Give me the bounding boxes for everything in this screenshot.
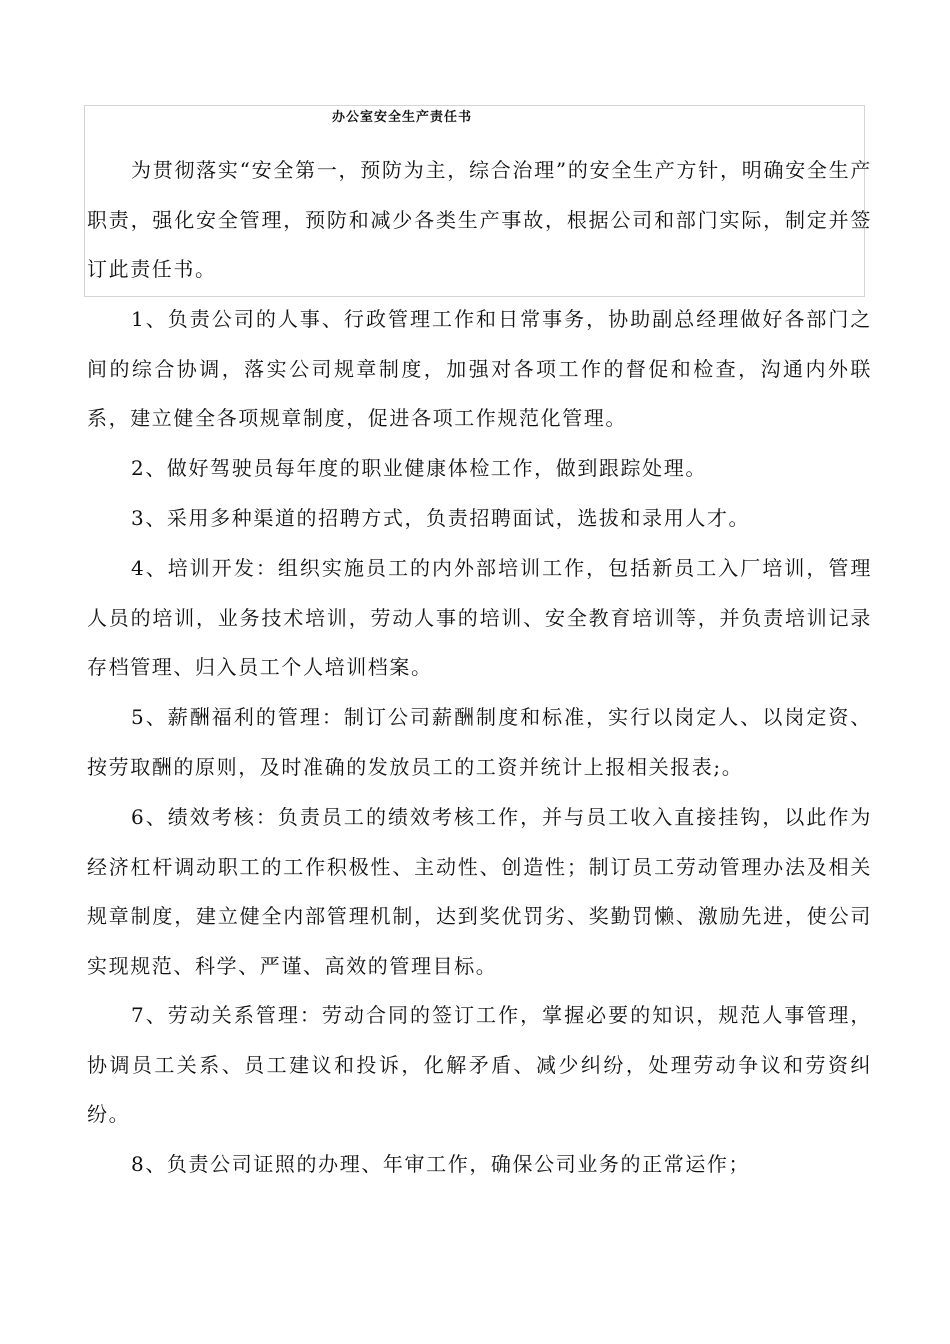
item-paragraph-2: 2、做好驾驶员每年度的职业健康体检工作，做到跟踪处理。 bbox=[131, 456, 707, 480]
item-paragraph-1: 1、负责公司的人事、行政管理工作和日常事务，协助副总经理做好各部门之间的综合协调，落实公司规章制度，加强对各项工作的督促和检查，沟通内外联系，建立健全各项规章制度，促进各项工作规范化管理。 bbox=[87, 307, 872, 430]
item-paragraph-3: 3、采用多种渠道的招聘方式，负责招聘面试，选拔和录用人才。 bbox=[131, 506, 751, 530]
item-paragraph-8: 8、负责公司证照的办理、年审工作，确保公司业务的正常运作； bbox=[131, 1152, 751, 1176]
intro-paragraph: 为贯彻落实“安全第一，预防为主，综合治理”的安全生产方针，明确安全生产职责，强化安全管理，预防和减少各类生产事故，根据公司和部门实际，制定并签订此责任书。 bbox=[87, 158, 872, 281]
item-paragraph-4: 4、培训开发：组织实施员工的内外部培训工作，包括新员工入厂培训，管理人员的培训，业务技术培训，劳动人事的培训、安全教育培训等，并负责培训记录存档管理、归入员工个人培训档案。 bbox=[87, 556, 872, 679]
document-title: 办公室安全生产责任书 bbox=[332, 110, 473, 125]
item-paragraph-7: 7、劳动关系管理：劳动合同的签订工作，掌握必要的知识，规范人事管理，协调员工关系、员工建议和投诉，化解矛盾、减少纠纷，处理劳动争议和劳资纠纷。 bbox=[87, 1003, 872, 1126]
item-paragraph-6: 6、绩效考核：负责员工的绩效考核工作，并与员工收入直接挂钩，以此作为经济杠杆调动职工的工作积极性、主动性、创造性；制订员工劳动管理办法及相关规章制度，建立健全内部管理机制，达到奖优罚劣、奖勤罚懒、激励先进，使公司实现规范、科学、严谨、高效的管理目标。 bbox=[87, 805, 872, 978]
item-paragraph-5: 5、薪酬福利的管理：制订公司薪酬制度和标准，实行以岗定人、以岗定资、按劳取酬的原则，及时准确的发放员工的工资并统计上报相关报表;。 bbox=[87, 705, 872, 779]
